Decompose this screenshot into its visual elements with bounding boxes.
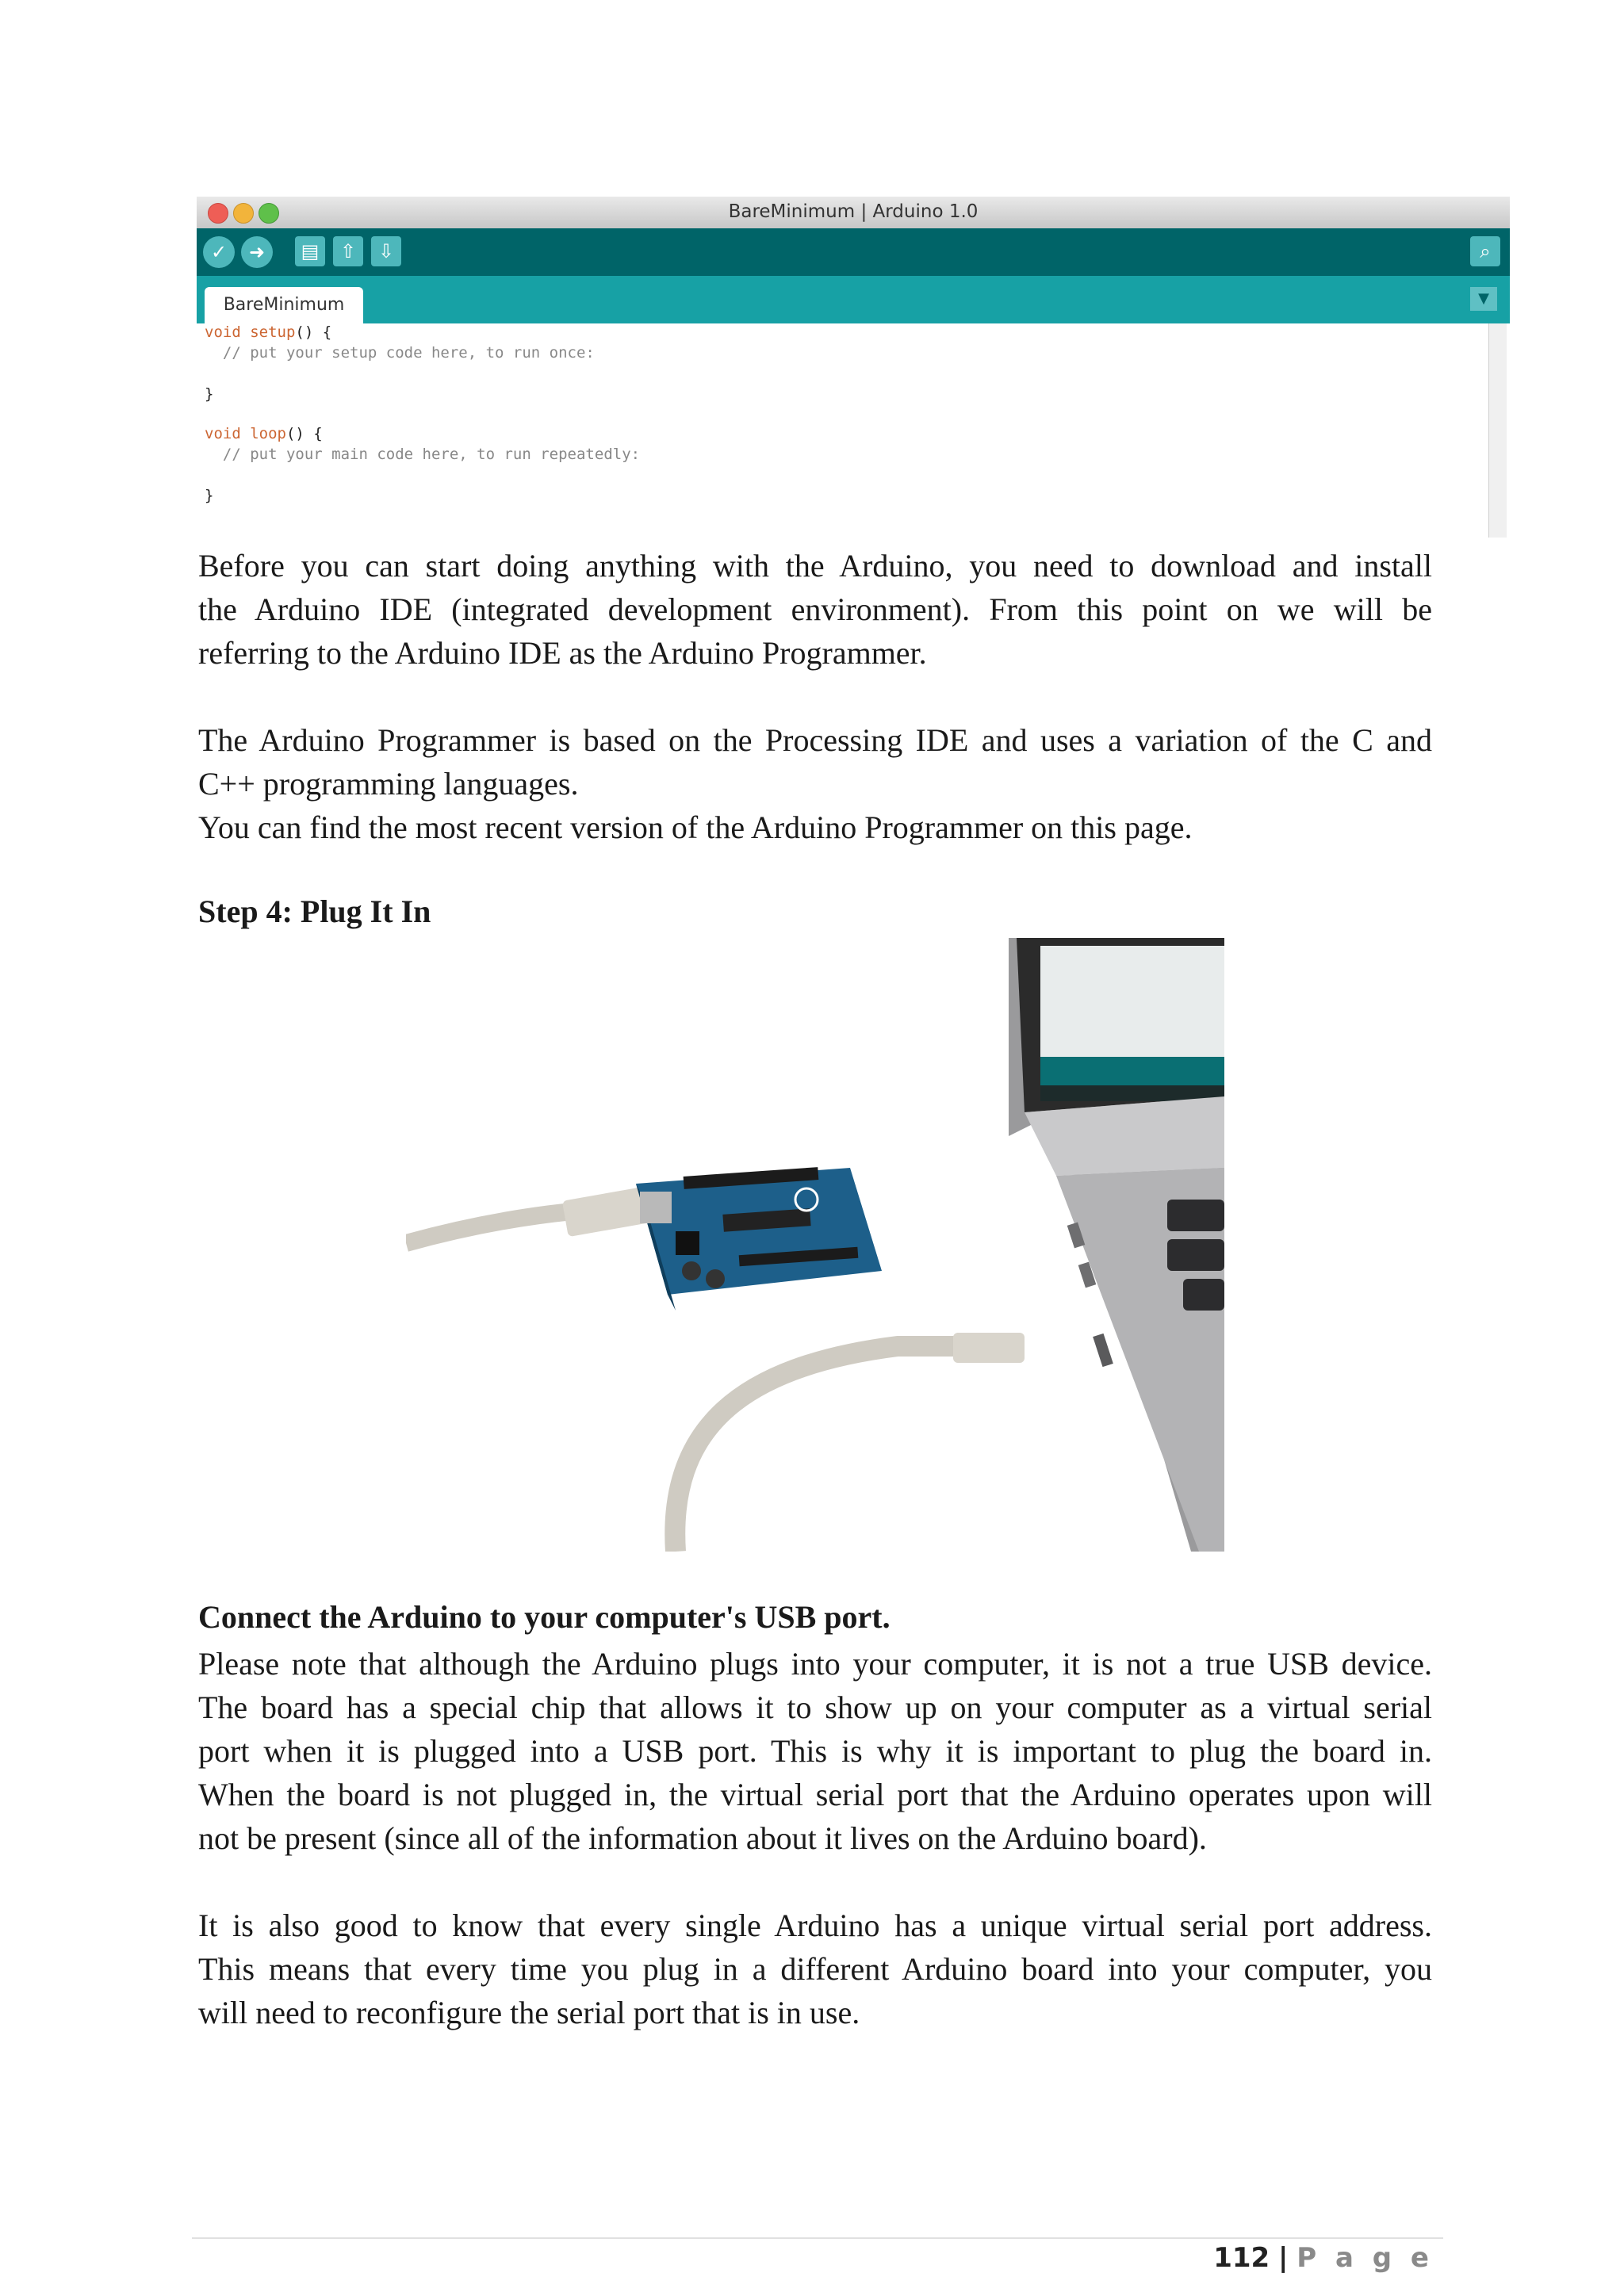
arduino-ide-screenshot [197, 197, 1510, 538]
ide-toolbar [197, 228, 1510, 276]
editor-scrollbar [1488, 323, 1507, 538]
footer-divider [192, 2237, 1443, 2239]
sketch-tab: BareMinimum [205, 287, 363, 323]
code-line: void loop() { [205, 425, 323, 442]
text-line: will need to reconfigure the serial port that is in use. [198, 1995, 860, 2030]
code-line: } [205, 487, 214, 504]
text-line: Before you can start doing anything with the Arduino, you need to download and install [198, 548, 1432, 584]
code-line: // put your main code here, to run repeatedly: [205, 446, 641, 463]
intro-paragraph [198, 544, 1432, 675]
programmer-paragraph [198, 718, 1432, 849]
code-line: // put your setup code here, to run once: [205, 344, 595, 362]
upload-arrow-icon: ➜ [241, 236, 273, 268]
text-line: This means that every time you plug in a different Arduino board into your computer, you [198, 1951, 1432, 1987]
text-line: C++ programming languages. [198, 766, 579, 802]
serial-monitor-icon: ⌕ [1470, 236, 1500, 266]
text-line: not be present (since all of the information about it lives on the Arduino board). [198, 1820, 1207, 1856]
page-footer [1213, 2242, 1434, 2274]
text-line: port when it is plugged into a USB port. This is why it is important to plug the board in. [198, 1733, 1432, 1769]
text-line: referring to the Arduino IDE as the Arduino Programmer. [198, 635, 927, 671]
text-line: It is also good to know that every single Arduino has a unique virtual serial port address. [198, 1908, 1432, 1943]
ide-window-title: BareMinimum | Arduino 1.0 [728, 201, 979, 222]
footer-separator: | [1277, 2242, 1289, 2274]
connect-heading: Connect the Arduino to your computer's USB port. [198, 1599, 891, 1635]
step-heading: Step 4: Plug It In [198, 894, 431, 929]
ide-tabbar [197, 276, 1510, 323]
code-line: } [205, 385, 214, 403]
new-file-icon: ▤ [295, 236, 325, 266]
code-editor [205, 323, 1478, 538]
ide-titlebar [197, 197, 1510, 229]
save-file-icon: ⇩ [371, 236, 401, 266]
text-line: You can find the most recent version of the Arduino Programmer on this page. [198, 809, 1193, 845]
code-line: void setup() { [205, 323, 332, 341]
page-label: P a g e [1297, 2242, 1434, 2274]
text-line: the Arduino IDE (integrated development environment). From this point on we will be [198, 591, 1432, 627]
arduino-usb-photo [406, 938, 1224, 1552]
text-line: When the board is not plugged in, the virtual serial port that the Arduino operates upon will [198, 1777, 1432, 1812]
text-line: The Arduino Programmer is based on the Processing IDE and uses a variation of the C and [198, 722, 1432, 758]
text-line: The board has a special chip that allows it to show up on your computer as a virtual serial [198, 1689, 1432, 1725]
text-line: Please note that although the Arduino plugs into your computer, it is not a true USB device. [198, 1646, 1432, 1682]
verify-icon: ✓ [203, 236, 235, 268]
page-number: 112 [1213, 2242, 1270, 2274]
usb-note-paragraph [198, 1642, 1432, 1860]
tab-menu-icon: ▼ [1470, 287, 1497, 311]
open-file-icon: ⇧ [333, 236, 363, 266]
serial-port-paragraph [198, 1904, 1432, 2034]
